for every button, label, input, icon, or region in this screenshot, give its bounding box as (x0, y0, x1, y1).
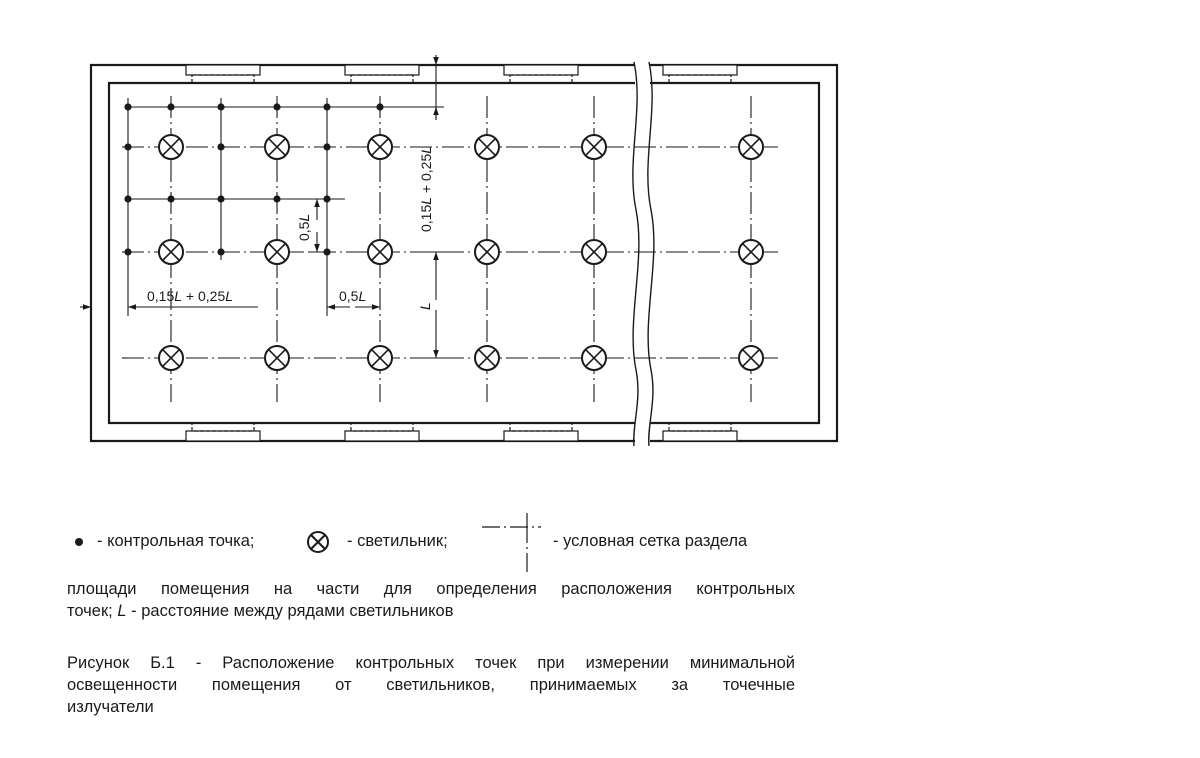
dimension-lines (80, 55, 446, 358)
luminaire-icon (159, 240, 183, 264)
control-point (124, 143, 131, 150)
control-point (217, 195, 224, 202)
window-bottom-1 (186, 423, 260, 441)
window-bottom-2 (345, 423, 419, 441)
window-top-1 (186, 65, 260, 83)
luminaire-icon (368, 240, 392, 264)
control-point (217, 248, 224, 255)
legend-text: точек; (67, 602, 113, 620)
figure-caption-line-2: освещенности помещения от светильников, принимаемых за точечные (67, 676, 795, 694)
luminaire-icon (739, 135, 763, 159)
legend-description-line-2 (67, 601, 454, 622)
legend-text: - расстояние между рядами светильников (131, 602, 454, 620)
luminaire-icon (265, 135, 289, 159)
luminaire-icon (265, 346, 289, 370)
luminaire-icon (582, 346, 606, 370)
control-point (323, 143, 330, 150)
control-points (124, 103, 383, 255)
luminaire-icon (368, 135, 392, 159)
luminaire-icon (475, 135, 499, 159)
control-point (124, 195, 131, 202)
dim-label-L: L (417, 302, 433, 310)
control-point (124, 103, 131, 110)
legend-luminaire-label: - светильник; (347, 532, 448, 550)
luminaire-icon (265, 240, 289, 264)
legend-description-line: площади помещения на части для определения расположения контрольных (67, 580, 795, 598)
control-point (124, 248, 131, 255)
luminaire-icon (368, 346, 392, 370)
window-bottom-3 (504, 423, 578, 441)
legend-control-point-icon (75, 538, 83, 546)
luminaire-icon (475, 346, 499, 370)
dim-label-v-offset: 0,15L + 0,25L (418, 145, 434, 232)
luminaire-icon (739, 240, 763, 264)
window-top-3 (504, 65, 578, 83)
control-grid (125, 98, 444, 260)
control-point (273, 103, 280, 110)
control-point (376, 103, 383, 110)
dim-label-half-v: 0,5L (296, 213, 312, 241)
legend-luminaire-icon (308, 532, 328, 552)
room-walls (91, 62, 837, 446)
legend-L-symbol: L (117, 602, 127, 620)
legend-grid-label: - условная сетка раздела (553, 532, 748, 550)
luminaire-icon (739, 346, 763, 370)
luminaire-icon (582, 240, 606, 264)
control-point (273, 195, 280, 202)
control-point (167, 195, 174, 202)
figure-caption-line-1: Рисунок Б.1 - Расположение контрольных точек при измерении минимальной (67, 654, 795, 672)
legend-grid-icon (482, 513, 541, 572)
luminaire-icon (582, 135, 606, 159)
window-top-4 (663, 65, 737, 83)
legend-control-point-label: - контрольная точка; (97, 532, 255, 550)
luminaire-icon (159, 346, 183, 370)
dim-label-h-offset: 0,15L + 0,25L (147, 288, 234, 304)
control-point (217, 143, 224, 150)
control-point (323, 103, 330, 110)
luminaire-icon (159, 135, 183, 159)
dim-label-half-h: 0,5L (339, 288, 367, 304)
window-top-2 (345, 65, 419, 83)
control-point (217, 103, 224, 110)
figure-caption-line-3: излучатели (67, 698, 154, 716)
control-point (167, 103, 174, 110)
luminaire-icon (475, 240, 499, 264)
window-bottom-4 (663, 423, 737, 441)
